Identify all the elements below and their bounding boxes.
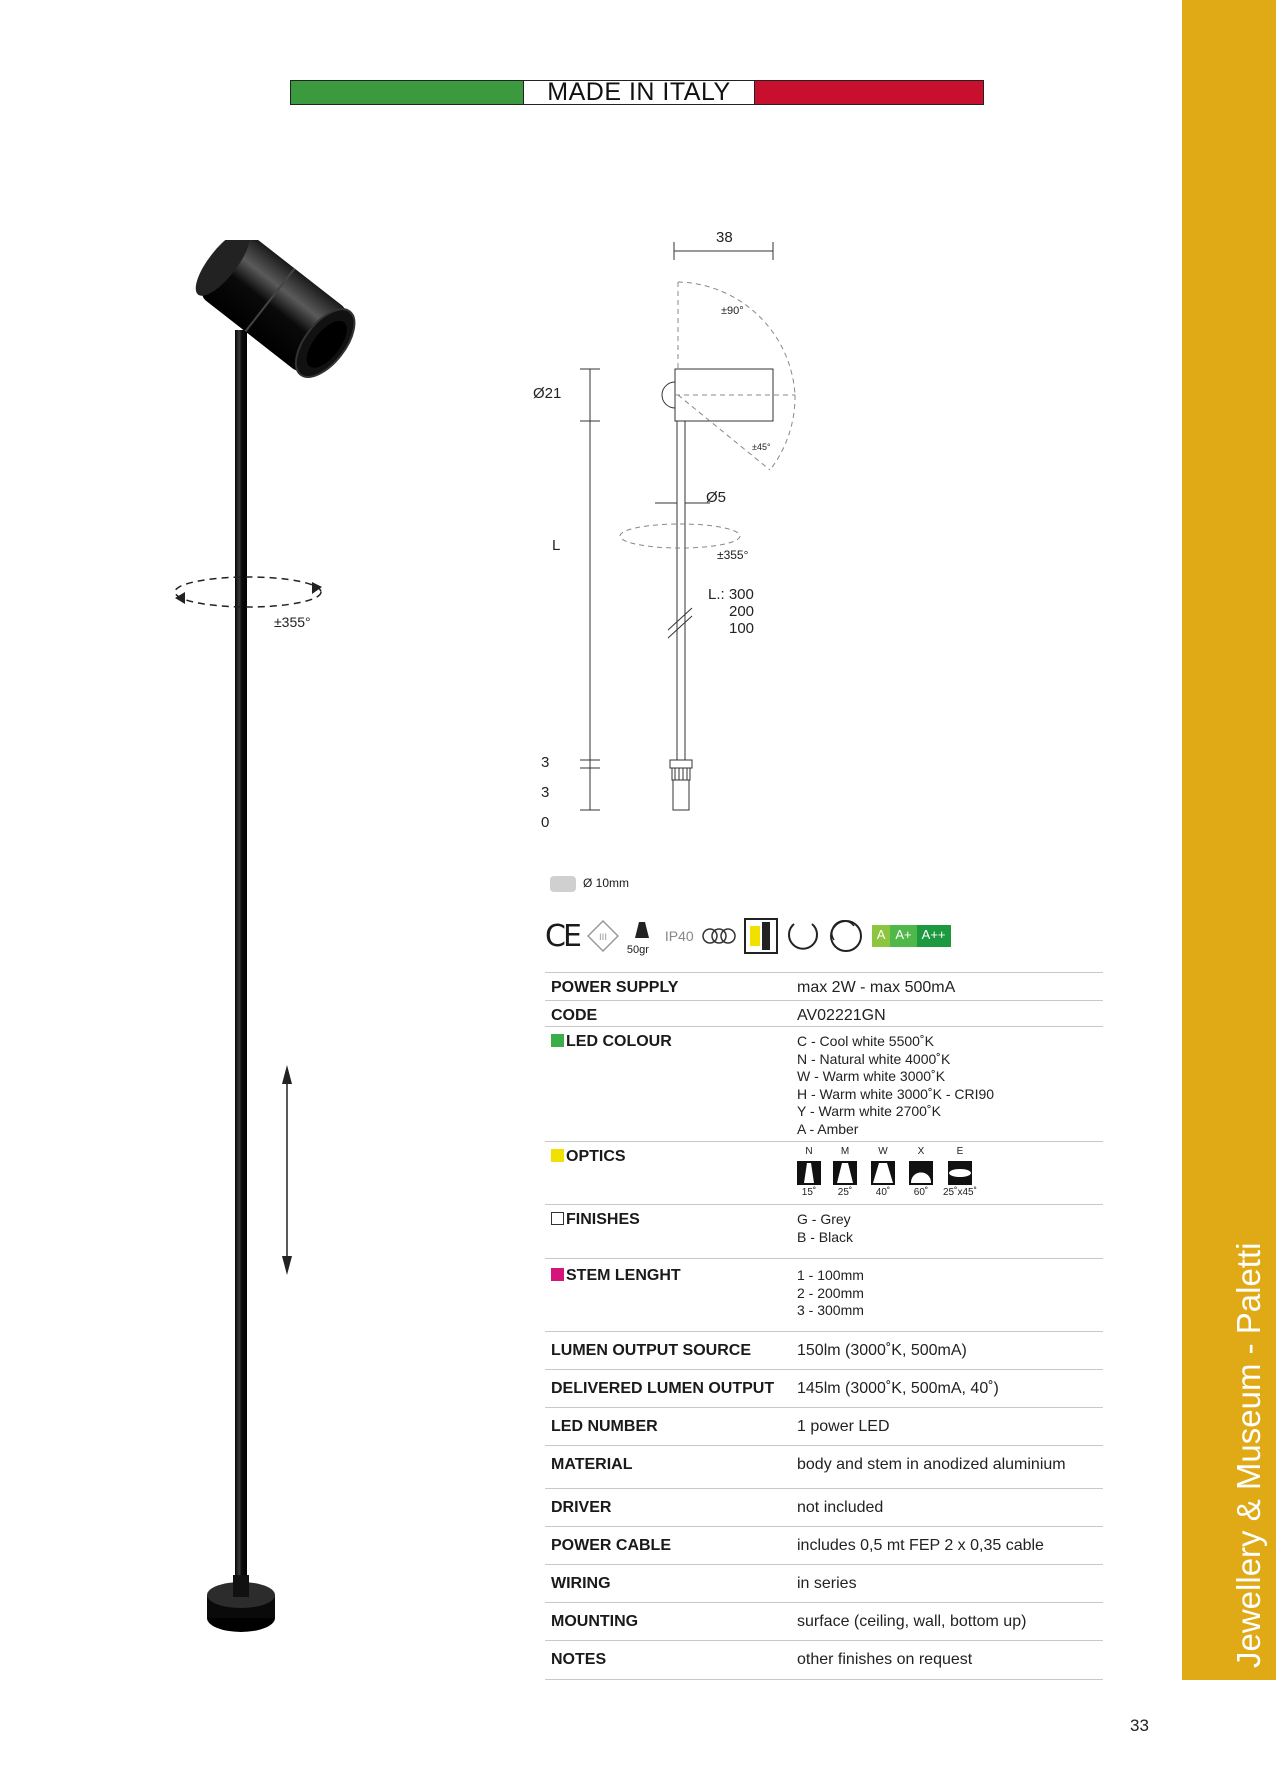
made-in-italy-banner bbox=[290, 80, 984, 105]
stem-length-list bbox=[797, 1267, 1103, 1320]
energy-class-a-plus-plus: A++ bbox=[917, 925, 951, 947]
spec-value: in series bbox=[797, 1565, 1103, 1603]
tilt-down-label: ±45° bbox=[752, 442, 771, 452]
energy-class-a-plus: A+ bbox=[890, 925, 916, 947]
optic-option: M 25˚ bbox=[833, 1146, 857, 1198]
ip-rating: IP40 bbox=[664, 928, 694, 944]
series-connection-icon bbox=[702, 926, 736, 946]
magenta-square-icon bbox=[551, 1268, 564, 1281]
spec-value: 150lm (3000˚K, 500mA) bbox=[797, 1332, 1103, 1370]
length-label: L.: 300 bbox=[708, 586, 754, 603]
optic-option: X 60˚ bbox=[909, 1146, 933, 1198]
list-item: 2 - 200mm bbox=[797, 1284, 864, 1301]
beam-flood-icon bbox=[909, 1161, 933, 1185]
stem-diameter-label: Ø5 bbox=[706, 489, 727, 506]
led-colour-list bbox=[797, 1033, 1103, 1138]
product-photo bbox=[160, 240, 420, 1640]
list-item: G - Grey bbox=[797, 1211, 851, 1227]
spec-label: OPTICS bbox=[566, 1148, 626, 1165]
spec-table bbox=[545, 972, 1103, 1680]
spec-label: MATERIAL bbox=[545, 1446, 797, 1489]
spec-value: body and stem in anodized aluminium bbox=[797, 1446, 1103, 1489]
spec-value: not included bbox=[797, 1489, 1103, 1527]
spec-row-power-supply bbox=[545, 973, 1103, 1001]
beam-elliptical-icon bbox=[948, 1161, 972, 1185]
spec-label: POWER SUPPLY bbox=[545, 973, 797, 1001]
list-item: H - Warm white 3000˚K - CRI90 bbox=[797, 1085, 995, 1102]
technical-drawing bbox=[520, 230, 840, 830]
spec-value: max 2W - max 500mA bbox=[797, 973, 1103, 1001]
weight-label: 50gr bbox=[626, 944, 649, 956]
drill-hole-icon bbox=[550, 876, 576, 892]
section-title: Jewellery & Museum - Paletti bbox=[1230, 1242, 1267, 1668]
base-dim-2: 3 bbox=[541, 784, 550, 801]
green-square-icon bbox=[551, 1034, 564, 1047]
length-option-100: 100 bbox=[729, 620, 755, 637]
spec-row-stem-length bbox=[545, 1259, 1103, 1332]
list-item: C - Cool white 5500˚K bbox=[797, 1033, 934, 1049]
flag-red-stripe bbox=[754, 81, 983, 104]
spec-row-lumen-source bbox=[545, 1332, 1103, 1370]
spec-value: other finishes on request bbox=[797, 1641, 1103, 1680]
stem bbox=[235, 330, 247, 1585]
spec-label: NOTES bbox=[545, 1641, 797, 1680]
list-item: 3 - 300mm bbox=[797, 1302, 864, 1318]
spec-row-code bbox=[545, 1001, 1103, 1027]
tilt-up-label: ±90° bbox=[721, 305, 744, 317]
spec-row-power-cable bbox=[545, 1527, 1103, 1565]
spec-row-notes bbox=[545, 1641, 1103, 1680]
list-item: W - Warm white 3000˚K bbox=[797, 1068, 946, 1084]
spec-row-wiring bbox=[545, 1565, 1103, 1603]
photo-rotation-label: ±355° bbox=[274, 614, 311, 630]
spec-label: CODE bbox=[545, 1001, 797, 1027]
spec-value: AV02221GN bbox=[797, 1001, 1103, 1027]
drawing-rotation-label: ±355° bbox=[717, 548, 749, 562]
spec-row-driver bbox=[545, 1489, 1103, 1527]
spec-row-lumen-delivered bbox=[545, 1370, 1103, 1408]
spec-row-finishes bbox=[545, 1205, 1103, 1259]
optic-option: N 15˚ bbox=[797, 1146, 821, 1198]
white-square-icon bbox=[551, 1212, 564, 1225]
beam-medium-icon bbox=[833, 1161, 857, 1185]
list-item: A - Amber bbox=[797, 1120, 859, 1137]
led-module-icon bbox=[744, 918, 778, 954]
spec-label: MOUNTING bbox=[545, 1603, 797, 1641]
rotation-arrow-icon bbox=[175, 577, 321, 607]
page-number: 33 bbox=[1130, 1716, 1149, 1735]
spec-label: STEM LENGHT bbox=[566, 1267, 681, 1284]
spec-row-optics bbox=[545, 1142, 1103, 1205]
hole-diameter-label: Ø 10mm bbox=[583, 876, 630, 890]
yellow-square-icon bbox=[551, 1149, 564, 1162]
spotlight-head bbox=[187, 240, 365, 387]
spec-label: DELIVERED LUMEN OUTPUT bbox=[545, 1370, 797, 1408]
spec-label: LED NUMBER bbox=[545, 1408, 797, 1446]
spec-label: POWER CABLE bbox=[545, 1527, 797, 1565]
spec-row-material bbox=[545, 1446, 1103, 1489]
optic-option: E 25˚x45˚ bbox=[943, 1146, 977, 1198]
length-option-200: 200 bbox=[729, 603, 755, 620]
weight-icon bbox=[627, 918, 657, 954]
base-dim-3: 0 bbox=[541, 814, 550, 831]
energy-class-a: A bbox=[872, 925, 891, 947]
spec-label: LED COLOUR bbox=[566, 1033, 672, 1050]
list-item: Y - Warm white 2700˚K bbox=[797, 1103, 941, 1119]
spec-label: WIRING bbox=[545, 1565, 797, 1603]
beam-narrow-icon bbox=[797, 1161, 821, 1185]
spec-label: DRIVER bbox=[545, 1489, 797, 1527]
spec-value: surface (ceiling, wall, bottom up) bbox=[797, 1603, 1103, 1641]
orientation-icon bbox=[828, 918, 864, 954]
made-in-italy-text: MADE IN ITALY bbox=[524, 81, 754, 104]
spec-label: LUMEN OUTPUT SOURCE bbox=[545, 1332, 797, 1370]
optic-option: W 40˚ bbox=[871, 1146, 895, 1198]
list-item: 1 - 100mm bbox=[797, 1267, 864, 1283]
energy-class-label bbox=[872, 925, 951, 947]
optics-list bbox=[797, 1146, 1103, 1198]
class-iii-icon bbox=[587, 920, 619, 952]
list-item: B - Black bbox=[797, 1228, 854, 1245]
head-diameter-label: Ø21 bbox=[533, 385, 562, 402]
certification-row bbox=[545, 916, 951, 956]
drawing-width-label: 38 bbox=[716, 229, 733, 246]
spec-value: 1 power LED bbox=[797, 1408, 1103, 1446]
spec-label: FINISHES bbox=[566, 1211, 640, 1228]
finishes-list bbox=[797, 1211, 1103, 1246]
rotation-tilt-icon bbox=[786, 918, 820, 954]
svg-text:III: III bbox=[598, 933, 607, 943]
base-dim-1: 3 bbox=[541, 754, 550, 771]
ce-mark-icon: CE bbox=[545, 918, 579, 954]
spec-row-led-number bbox=[545, 1408, 1103, 1446]
flag-green-stripe bbox=[291, 81, 524, 104]
spec-value: 145lm (3000˚K, 500mA, 40˚) bbox=[797, 1370, 1103, 1408]
beam-wide-icon bbox=[871, 1161, 895, 1185]
length-symbol: L bbox=[552, 537, 561, 554]
spec-row-mounting bbox=[545, 1603, 1103, 1641]
spec-row-led-colour bbox=[545, 1027, 1103, 1142]
spec-value: includes 0,5 mt FEP 2 x 0,35 cable bbox=[797, 1527, 1103, 1565]
list-item: N - Natural white 4000˚K bbox=[797, 1050, 951, 1067]
